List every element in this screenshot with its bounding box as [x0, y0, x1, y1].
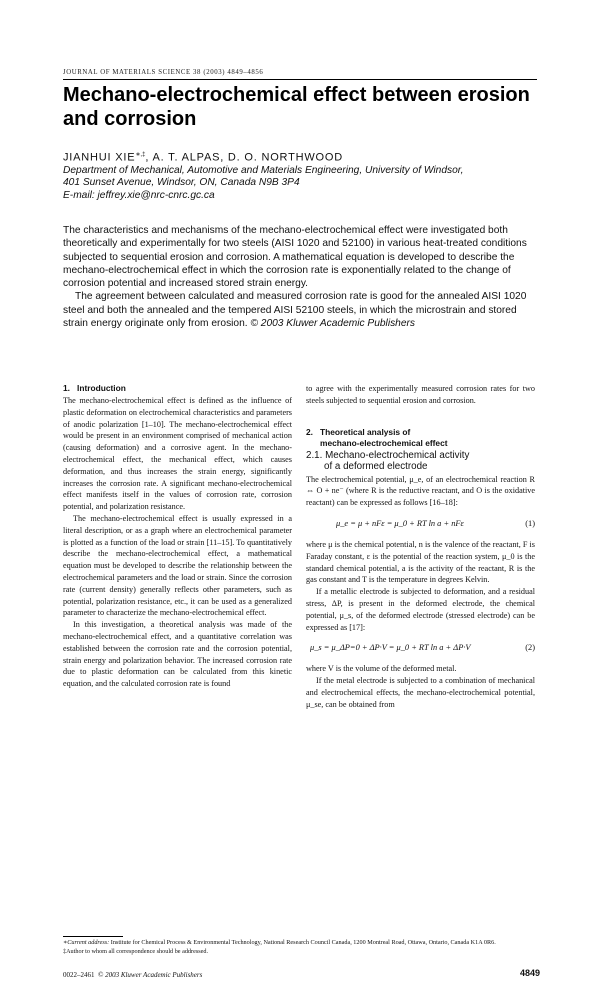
footnote-label: Current address:: [67, 939, 110, 946]
email-line[interactable]: E-mail: jeffrey.xie@nrc-cnrc.gc.ca: [63, 189, 215, 201]
affiliation-line: 401 Sunset Avenue, Windsor, ON, Canada N9B 3P4: [63, 177, 300, 189]
spacer: [306, 407, 535, 427]
footer-issn: [63, 971, 202, 979]
body-paragraph: In this investigation, a theoretical analysis was made of the mechano-electrochemical effect, and a quantitative correlation was established between the corrosion rate and the corrosion potential, strain energy and polarization behavior. The increased corrosion rate due to plastic deformation can be calculated from this kinetic equation, and the calculated corrosion rate is found: [63, 620, 292, 689]
footer-copyright: © 2003 Kluwer Academic Publishers: [98, 971, 203, 979]
article-title: Mechano-electrochemical effect between erosion and corrosion: [63, 84, 530, 130]
footnote: ‡Author to whom all correspondence should be addressed.: [63, 947, 209, 955]
author-marks: ∗,‡: [135, 152, 146, 158]
abstract-copyright: © 2003 Kluwer Academic Publishers: [250, 318, 415, 330]
footnotes: [63, 939, 541, 956]
body-paragraph: If a metallic electrode is subjected to deformation, and a residual stress, ΔP, is present in the deformed electrode, the chemical potential, μ_s, of the deformed electrode (stressed electrode) can be expressed as [17]:: [306, 587, 535, 632]
equation-expression: μ_e = μ + nFε = μ_0 + RT ln a + nFε: [336, 518, 464, 528]
body-paragraph: where μ is the chemical potential, n is the valence of the reactant, F is Faraday constant, ε is the potential of the reaction system, μ_0 is the standard chemical potential, a is the activity of the reactant, R is the gas constant and T is the temperature in degrees Kelvin.: [306, 539, 535, 585]
subsection-title-line: of a deformed electrode: [324, 461, 428, 473]
section-number: 1.: [63, 383, 70, 393]
body-paragraph: The mechano-electrochemical effect is usually expressed in a literal description, or as a graph where an electrochemical parameter is plotted as a function of the load or strain [11–15]. To quantitatively describe the mechano-electrochemical effect, a mathematical equation must be developed to describe the relationship between the electrochemical parameters and the load or strain. Since the corrosion rate (current density) generally reflects other parameters, such as potential, polarization resistance, etc., it can be used as a generalized parameter to characterize the mechano-electrochemical effect.: [63, 513, 292, 618]
right-column: [306, 383, 535, 711]
body-paragraph: to agree with the experimentally measured corrosion rates for two steels subjected to sequential erosion and corrosion.: [306, 384, 535, 405]
footnote: ∗Current address: Institute for Chemical Process & Environmental Technology, National Research Council Canada, 1200 Montreal Road, Ottawa, Ontario, Canada K1A 0R6.: [63, 939, 496, 946]
page-number: 4849: [519, 968, 540, 978]
body-paragraph: where V is the volume of the deformed metal.: [306, 664, 457, 674]
abstract-paragraph: The characteristics and mechanisms of the mechano-electrochemical effect were investigated both theoretically and experimentally for two steels (AISI 1020 and 52100) in various heat-treated conditions subjected to sequential erosion and corrosion. A mathematical equation is developed to describe the mechano-electrochemical effect in which the corrosion rate is exponentially related to the change of corrosion potential and increased stored strain energy.: [63, 225, 527, 290]
body-paragraph: The electrochemical potential, μ_e, of an electrochemical reaction R ⇔ O + ne⁻ (where R is the reductive reactant, and O is the oxidative reactant) can be expressed as follows [16–18]:: [306, 474, 535, 508]
section-heading-introduction: [63, 383, 292, 394]
section-title: Introduction: [77, 383, 126, 393]
abstract: [63, 224, 541, 330]
subsection-heading: [306, 450, 535, 473]
section-title-line: Theoretical analysis of: [320, 426, 411, 437]
author-line: [63, 151, 343, 164]
subsection-number: 2.1.: [306, 449, 323, 461]
equation-1: [306, 517, 535, 531]
journal-running-header: JOURNAL OF MATERIALS SCIENCE 38 (2003) 4849–4856: [63, 69, 264, 76]
section-number: 2.: [306, 426, 313, 437]
affiliation: [63, 165, 543, 202]
footnote-rule: [63, 936, 123, 937]
equation-2: [306, 641, 535, 655]
abstract-paragraph: [63, 290, 541, 330]
equation-number: (1): [525, 518, 535, 528]
body-paragraph: If the metal electrode is subjected to a combination of mechanical and electrochemical effects, the mechano-electrochemical potential, μ_se, can be obtained from: [306, 676, 535, 709]
section-title-line: mechano-electrochemical effect: [320, 437, 448, 448]
section-heading-theory: [306, 427, 535, 449]
left-column: [63, 383, 292, 690]
equation-number: (2): [525, 643, 535, 653]
issn: 0022–2461: [63, 971, 95, 979]
body-paragraph: The mechano-electrochemical effect is defined as the influence of plastic deformation on electrochemical characteristics and parameters of anodic polarization [1–10]. The mechano-electrochemical effect would be present in an environment comprised of mechanical action (causing deformation) and a corrosive agent. In the mechano-electrochemical effect, the mechanical effect, which causes deformation, and thus increases the strain energy, significantly increases the corrosion rate. A significant mechano-electrochemical effect manifests itself in the values of corrosion rate, corrosion potential, and polarization resistance.: [63, 396, 292, 512]
affiliation-line: Department of Mechanical, Automotive and Materials Engineering, University of Windsor,: [63, 165, 464, 176]
abstract-text: The agreement between calculated and measured corrosion rate is good for the annealed AISI 1020 steel and both the annealed and the tempered AISI 52100 steels, in which the microstrain and stored strain energy originate only from erosion.: [63, 291, 527, 330]
footnote-text: Institute for Chemical Process & Environmental Technology, National Research Council Canada, 1200 Montreal Road, Ottawa, Ontario, Canada K1A 0R6.: [110, 939, 496, 946]
subsection-title-line: Mechano-electrochemical activity: [325, 449, 470, 461]
header-rule: [63, 79, 537, 80]
equation-expression: μ_s = μ_ΔP=0 + ΔP·V = μ_0 + RT ln a + ΔP·V: [310, 643, 471, 653]
co-authors: , A. T. ALPAS, D. O. NORTHWOOD: [145, 151, 343, 164]
first-author: JIANHUI XIE: [63, 151, 136, 164]
